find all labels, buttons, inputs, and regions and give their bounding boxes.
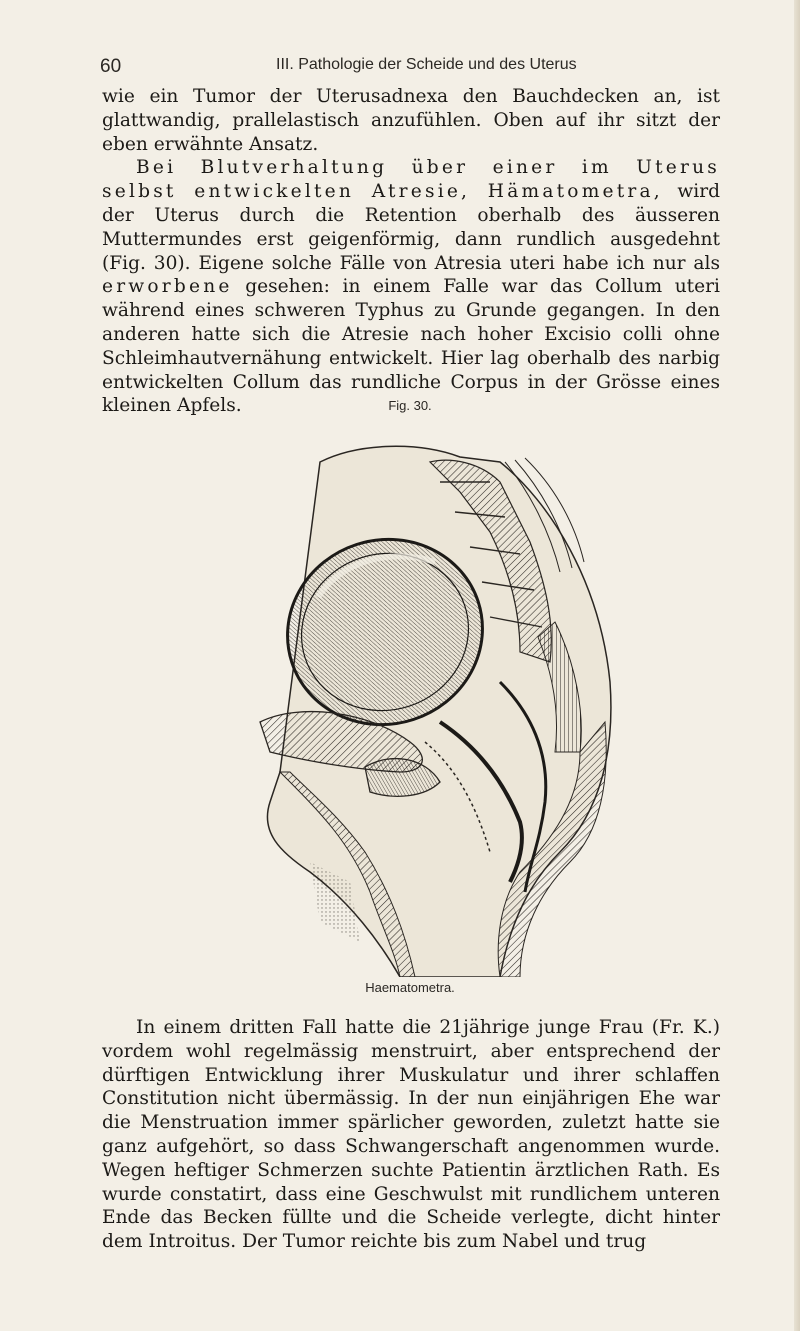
page-header xyxy=(100,56,720,86)
haematometra-illustration xyxy=(200,422,620,977)
figure-caption: Haematometra. xyxy=(365,980,455,995)
paragraph-1-start: wie ein Tumor der Uterusadnexa den Bauchdecken an, ist glattwandig, prallelastisch anzufühlen. Oben auf ihr sitzt der eben erwähnte Ansatz. xyxy=(102,86,720,155)
paragraph-1 xyxy=(102,85,720,418)
running-head: III. Pathologie der Scheide und des Uterus xyxy=(276,56,577,73)
page-edge xyxy=(794,0,800,1331)
paragraph-2: In einem dritten Fall hatte die 21jährige junge Frau (Fr. K.) vordem wohl regelmässig menstruirt, aber entsprechend der dürftigen Entwicklung ihrer Muskulatur und ihrer schlaffen Constitution nicht übermässig. In der nun einjährigen Ehe war die Menstruation immer spärlicher geworden, zuletzt hatte sie ganz aufgehört, so dass Schwangerschaft angenommen wurde. Wegen heftiger Schmerzen suchte Patientin ärztlichen Rath. Es wurde constatirt, dass eine Geschwulst mit rundlichem unteren Ende das Becken füllte und die Scheide verlegte, dicht hinter dem Introitus. Der Tumor reichte bis zum Nabel und trug xyxy=(102,1017,720,1253)
emphasis-erworbene: erworbene xyxy=(102,276,233,298)
figure-30 xyxy=(200,398,620,998)
figure-label: Fig. 30. xyxy=(388,398,432,413)
page-number: 60 xyxy=(100,56,122,77)
paragraph-1-middle: wird der Uterus durch die Retention oberhalb des äusseren Muttermundes erst geigenförmig, dann rundlich ausgedehnt (Fig. 30). Eigene solche Fälle von Atresia uteri habe ich nur als xyxy=(102,181,720,274)
paragraph-1-end: gesehen: in einem Falle war das Collum uteri während eines schweren Typhus zu Grunde gegangen. In den anderen hatte sich die Atresie nach hoher Excisio colli ohne Schleimhautvernähung entwickelt. Hier lag oberhalb des narbig entwickelten Collum das rundliche Corpus in der Grösse eines kleinen Apfels. xyxy=(102,276,720,417)
emphasis-blutverhaltung: Bei Blutverhaltung über einer im Uterus selbst entwickelten Atresie, Hämatometra, xyxy=(102,157,720,203)
